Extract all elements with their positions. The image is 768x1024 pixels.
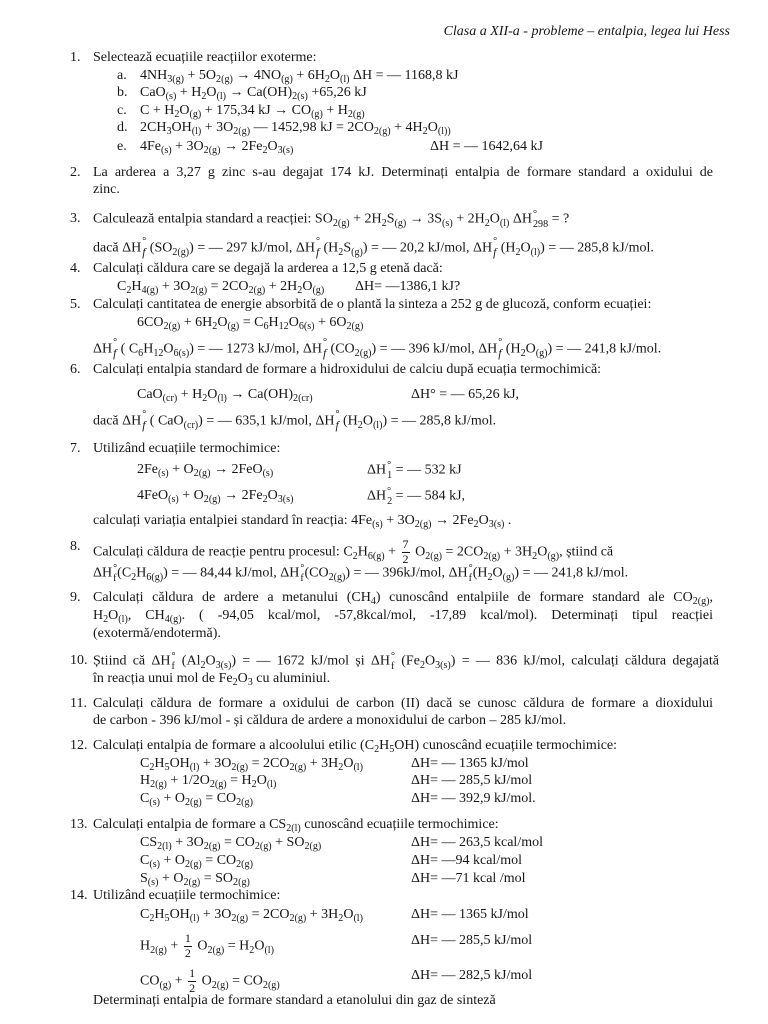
superscript: ° [493,236,498,247]
fraction [184,932,192,961]
superscript: ° [387,486,392,497]
problem-1-statement: Selectează ecuațiile reacțiilor exoterme: [93,50,317,65]
subscript: 6(g) [146,571,164,583]
option-e-enthalpy: ΔH = — 1642,64 kJ [430,139,543,154]
subscript: (l) [499,217,510,229]
problem-9-line-1: Calculați căldura de ardere a metanului $(CH_4)$ cunoscând entalpiile de formare standard ale $CO_{2(g)}$, [93,590,713,608]
superscript: ° [335,409,340,420]
problem-12-equation-3: $C_{(s)} + O_{2(g)} = CO_{2(g)}$ [140,791,253,809]
subscript: (g) [502,571,515,583]
subscript: 2(g) [231,913,249,925]
problem-14-equation-3: $CO_{(g)}$ + $\frac{1}{2}$ $O_{2(g)} = CO_{2(g)}$ [140,966,280,995]
problem-5-number: 5. [70,297,81,312]
subscript: f [493,246,497,260]
problem-12-enthalpy-3: ΔH= — 392,9 kJ/mol. [411,791,536,806]
subscript: 2(g) [207,944,225,956]
problem-13-equation-1: $CS_{2(l)} + 3O_{2(g)} = CO_{2(g)} + SO_{2(g)}$ [140,835,322,853]
problem-12-equation-2: $H_{2(g)} + 1/2O_{2(g)} = H_2O_{(l)}$ [140,773,277,791]
subscript: 2(g) [183,877,201,889]
subscript: 2(g) [328,571,346,583]
subscript: 2(g) [185,797,202,809]
problem-3-line-1: Calculează entalpia standard a reacției: $SO_{2(g)} + 2H_2S_{(g)} \to 3S_{(s)} + 2H_2O_{(l)}$ ΔH ° 298 = ? [93,209,570,231]
subscript: (s) [149,797,160,809]
fraction-denominator: 2 [189,980,196,995]
subscript: 2 [202,393,208,405]
superscript: ° [171,651,176,662]
subscript: 2(g) [163,321,181,333]
problem-7-equation-1: $2Fe_{(s)} + O_{2(g)} \to 2FeO_{(s)}$ [137,462,274,480]
problem-2-line-2: zinc. [93,182,120,197]
subscript: 4(g) [141,285,159,297]
problem-13-equation-2: $C_{(s)} + O_{2(g)} = CO_{2(g)}$ [140,853,253,871]
subscript: 2(l) [157,841,172,853]
option-e-equation: $4Fe_{(s)} + 3O_{2(g)} \to 2Fe_2O_{3(s)}$ [140,139,294,157]
subscript: 3(s) [277,145,294,157]
subscript: (g) [281,74,293,86]
subscript: f [315,246,320,260]
problem-2-line-1: La arderea a 3,27 g zinc s-au degajat 174 kJ. Determinați entalpia de formare standard a oxidului de [93,165,713,180]
subscript: 3(g) [167,74,185,86]
subscript: 2(g) [346,321,364,333]
problem-14-equation-2: $H_{2(g)}$ + $\frac{1}{2}$ $O_{2(g)} = H_2O_{(l)}$ [140,931,274,960]
superscript: ° [300,563,305,574]
subscript: 298 [533,219,549,231]
subscript: 5 [164,762,170,774]
subscript: (l) [266,779,277,791]
subscript: 2 [262,145,268,157]
superscript: ° [113,337,118,348]
subscript: 12 [153,347,164,359]
option-d-label: d. [117,120,128,135]
problem-9-line-2: $H_2O_{(l)}$, $CH_{4(g)}$. ( -94,05 kcal/mol, -57,8kcal/mol, -17,89 kcal/mol). Determinați tipul reacției [93,608,713,626]
subscript: (l) [353,762,363,774]
subscript: 2(g) [203,841,221,853]
subscript: (l) [340,74,350,86]
option-a-equation: $4NH_{3(g)} + 5O_{2(g)} \to 4NO_{(g)} + 6H_2O_{(l)}$ ΔH = — 1168,8 kJ [140,68,459,86]
problem-13-statement: Calculați entalpia de formare a $CS_{2(l)}$ cunoscând ecuațiile termochimice: [93,817,499,835]
problem-10-line-2: în reacția unui mol de $Fe_2O_3$ cu aluminiul. [93,671,331,689]
problem-14-statement: Utilizând ecuațiile termochimice: [93,888,281,903]
subscript: 2(g) [233,877,250,889]
subscript: 2 [422,126,428,138]
subscript: 5 [164,913,170,925]
subscript: 4(g) [164,614,182,626]
problem-5-data: ΔH ° f ( $C_6H_{12}O_{6(s)}$) = — 1273 kJ/mol, ΔH ° f $(CO_{2(g)})$ = — 396 kJ/mol, ΔH ° f $(H_2O_{(g)})$ = — 241,8 kJ/mol. [93,337,662,361]
fraction-numerator: 7 [402,537,409,551]
page-header: Clasa a XII-a - probleme – entalpia, legea lui Hess [443,24,730,39]
problem-5-equation: $6CO_{2(g)} + 6H_2O_{(g)} = C_6H_{12}O_{6(s)} + 6O_{2(g)}$ [137,315,364,333]
subscript: 5 [389,744,395,756]
subscript: 6(s) [173,347,190,359]
subscript: 2 [515,246,521,258]
subscript: (l) [118,614,128,626]
problem-8-line-2: ΔH ° f $(C_2H_{6(g)})$ = — 84,44 kJ/mol, ΔH ° f $(CO_{2(g)})$ = — 396kJ/mol, ΔH ° f $(H_2O_{(g)})$ = — 241,8 kJ/mol. [93,563,629,585]
problem-7-enthalpy-2: ΔH ° 2 = — 584 kJ, [367,486,466,508]
subscript: 2(g) [254,841,272,853]
subscript: 2 [251,779,257,791]
problem-3-number: 3. [70,211,81,226]
subscript: 2 [520,347,526,359]
problem-14-enthalpy-1: ΔH= — 1365 kJ/mol [411,907,529,922]
subscript: f [171,661,175,673]
stacked-index [335,410,339,432]
subscript: 2 [338,762,344,774]
stacked-index [493,237,497,259]
superscript: ° [113,563,118,574]
problem-7-equation-2: $4FeO_{(s)} + O_{2(g)} \to 2Fe_2O_{3(s)}$ [137,488,294,506]
subscript: 2 [473,519,479,531]
subscript: (l) [191,126,202,138]
subscript: 2 [381,217,387,229]
option-e-label: e. [117,139,127,154]
problem-7-enthalpy-1: ΔH ° 1 = — 532 kJ [367,460,462,482]
superscript: ° [498,337,503,348]
subscript: 2(g) [262,979,280,991]
subscript: (cr) [162,393,178,405]
subscript: (s) [147,877,159,889]
subscript: (s) [158,468,169,480]
problem-11-line-1: Calculați căldura de formare a oxidului de carbon (II) dacă se cunosc căldura de formare a dioxidului [93,696,713,711]
subscript: 2(g) [248,285,266,297]
problem-13-enthalpy-3: ΔH= —71 kcal /mol [411,871,526,886]
stacked-index [323,338,327,360]
subscript: 2(g) [233,126,251,138]
subscript: 2 [487,571,493,583]
superscript: ° [390,651,396,662]
subscript: (g) [159,979,172,991]
subscript: 2 [262,494,268,506]
subscript: (s) [165,91,177,103]
stacked-index [142,410,146,432]
problem-13-equation-3: $S_{(s)} + O_{2(g)} = SO_{2(g)}$ [140,871,250,889]
subscript: (g) [351,246,363,258]
subscript: 3(s) [277,494,294,506]
problem-11-number: 11. [70,696,87,711]
option-b-equation: $CaO_{(s)} + H_2O_{(l)} \to Ca(OH)_{2(s)} +65,26$ kJ [140,85,367,103]
problem-12-enthalpy-2: ΔH= — 285,5 kJ/mol [411,773,533,788]
subscript: (g) [189,109,202,121]
subscript: 2 [338,246,344,258]
subscript: (g) [394,217,407,229]
problem-4-enthalpy: ΔH= —1386,1 kJ? [355,279,461,294]
subscript: 2(cr) [293,393,313,405]
subscript: 2(g) [211,979,229,991]
subscript: (s) [161,145,172,157]
subscript: f [142,246,146,260]
problem-14-number: 14. [70,888,88,903]
subscript: 2(g) [332,217,350,229]
problem-12-enthalpy-1: ΔH= — 1365 kJ/mol [411,756,529,771]
subscript: (s) [168,494,179,506]
subscript: 2 [374,744,380,756]
subscript: 2 [126,285,132,297]
subscript: 2 [249,944,255,956]
subscript: 2(g) [289,913,307,925]
stacked-index [387,487,392,507]
problem-11-line-2: de carbon - 396 kJ/mol - și căldura de ardere a monoxidului de carbon – 285 kJ/mol. [93,713,567,728]
problem-1-number: 1. [70,50,81,65]
subscript: 3(s) [215,659,232,671]
subscript: f [323,347,327,361]
subscript: 6(g) [367,550,385,562]
subscript: (l) [189,762,200,774]
subscript: 2(g) [289,762,307,774]
subscript: f [390,661,395,673]
subscript: (l)) [437,126,451,138]
problem-12-number: 12. [70,738,88,753]
subscript: 2(g) [425,550,442,562]
subscript: 2(g) [483,550,501,562]
subscript: (s) [372,519,383,531]
subscript: 2(g) [373,126,391,138]
stacked-index [142,237,146,259]
subscript: 1 [387,470,393,482]
problem-14-question: Determinați entalpia de formare standard a etanolului din gaz de sinteză [93,993,496,1008]
subscript: 2 [174,109,180,121]
subscript: 2 [103,614,109,626]
subscript: 2(g) [203,145,221,157]
superscript: ° [387,460,392,471]
subscript: (g) [312,285,325,297]
problem-10-line-1: Știind că ΔH ° f $(Al_2O_{3(s)})$ = — 1672 kJ/mol și ΔH ° f $(Fe_2O_{3(s)})$ = — 836 kJ/mol, calculați căldura degajată [93,651,719,673]
subscript: 6 [138,347,144,359]
problem-7-question: calculați variația entalpiei standard în reacția: $4Fe_{(s)} + 3O_{2(g)} \to 2Fe_2O_{3(s)}$ . [93,513,512,531]
subscript: 2 [201,91,207,103]
option-a-label: a. [117,68,127,83]
subscript: (g) [547,550,560,562]
subscript: 2 [200,659,206,671]
subscript: 2 [149,913,155,925]
fraction-denominator: 2 [184,945,191,960]
problem-12-equation-1: $C_2H_5OH_{(l)} + 3O_{2(g)} = 2CO_{2(g)} + 3H_2O_{(l)}$ [140,756,363,774]
subscript: 2 [297,285,303,297]
problem-6-equation: $CaO_{(cr)} + H_2O_{(l)} \to Ca(OH)_{2(cr)}$ [137,387,313,405]
fraction-numerator: 1 [184,931,191,945]
subscript: 2(g) [414,519,432,531]
subscript: (l) [353,913,363,925]
problem-6-enthalpy: ΔH° = — 65,26 kJ, [411,387,520,402]
subscript: f [142,419,146,433]
problem-5-statement: Calculați cantitatea de energie absorbită de o plantă la sinteza a 252 g de glucoză, conform ecuației: [93,297,652,312]
problem-13-enthalpy-2: ΔH= —94 kcal/mol [411,853,522,868]
subscript: 2 [357,419,363,431]
subscript: 2(g) [354,347,372,359]
subscript: 2(s) [292,91,308,103]
problem-13-enthalpy-1: ΔH= — 263,5 kcal/mol [411,835,543,850]
superscript: ° [142,409,147,420]
problem-3-line-2: dacă ΔH ° f $(SO_{2(g)})$ = — 297 kJ/mol, ΔH ° f $(H_2S_{(g)})$ = — 20,2 kJ/mol, ΔH ° f $(H_2O_{(l)})$ = — 285,8 kJ/mol. [93,236,654,260]
problem-9-line-3: (exotermă/endotermă). [93,626,221,641]
subscript: (l) [264,944,274,956]
subscript: 2(g) [190,285,208,297]
subscript: f [113,573,117,585]
problem-8-line-1: Calculați căldura de reacție pentru procesul: $C_2H_{6(g)}$ + $\frac{7}{2}$ $O_{2(g)} = 2CO_{2(g)} + 3H_2O_{(g)}$, știind că [93,537,614,566]
subscript: 2 [131,571,137,583]
subscript: 2 [352,550,358,562]
subscript: 4 [370,596,376,608]
subscript: 2(g) [209,779,227,791]
subscript: 2(g) [304,841,322,853]
subscript: (s) [262,468,274,480]
subscript: 2(g) [236,859,253,871]
problem-6-statement: Calculați entalpia standard de formare a hidroxidului de calciu după ecuația termochimică: [93,362,602,377]
subscript: 2 [484,217,490,229]
subscript: 3(s) [435,659,451,671]
problem-6-number: 6. [70,362,81,377]
subscript: (l) [189,913,200,925]
subscript: 2(g) [216,74,233,86]
subscript: 12 [278,321,289,333]
option-d-equation: $2CH_3OH_{(l)} + 3O_{2(g)}$ — 1452,98 kJ = $2CO_{2(g)} + 4H_2O_{(l))}$ [140,120,451,138]
subscript: (g) [311,109,323,121]
subscript: 2(g) [150,944,167,956]
problem-4-number: 4. [70,261,81,276]
problem-13-number: 13. [70,817,88,832]
subscript: f [335,419,339,433]
subscript: 2(g) [236,797,253,809]
problem-14-enthalpy-3: ΔH= — 282,5 kJ/mol [411,968,533,983]
subscript: 2 [387,496,393,508]
subscript: (l) [530,246,541,258]
problem-7-number: 7. [70,441,81,456]
subscript: 2 [232,677,238,689]
subscript: 2 [419,659,425,671]
stacked-index [533,210,548,230]
superscript: ° [533,209,538,220]
subscript: 3 [166,126,172,138]
subscript: 2 [149,762,155,774]
problem-4-equation: $C_2H_{4(g)} + 3O_{2(g)} = 2CO_{2(g)} + 2H_2O_{(g)}$ [117,279,325,297]
stacked-index [469,564,473,584]
stacked-index [316,237,320,259]
subscript: 6(s) [298,321,315,333]
fraction-denominator: 2 [402,551,409,566]
problem-9-number: 9. [70,590,81,605]
problem-2-number: 2. [70,165,81,180]
subscript: 3 [247,677,253,689]
fraction-numerator: 1 [189,966,196,980]
subscript: (l) [372,419,383,431]
subscript: (s) [149,859,160,871]
problem-10-number: 10. [70,653,88,668]
subscript: f [113,347,117,361]
subscript: 2 [212,321,218,333]
subscript: (l) [216,91,227,103]
fraction [402,538,410,567]
problem-7-statement: Utilizând ecuațiile termochimice: [93,441,281,456]
subscript: 2(g) [231,762,249,774]
subscript: f [498,347,502,361]
superscript: ° [468,563,473,574]
subscript: 2(g) [193,468,211,480]
subscript: (g) [227,321,240,333]
problem-8-number: 8. [70,539,81,554]
stacked-index [113,564,117,584]
stacked-index [387,461,392,481]
subscript: 2(g) [347,109,365,121]
option-c-equation: $C + H_2O_{(g)} + 175,34$ kJ → $CO_{(g)} + H_{2(g)}$ [140,103,365,121]
option-b-label: b. [117,85,128,100]
superscript: ° [323,337,328,348]
subscript: 6 [263,321,269,333]
subscript: 2(l) [286,823,301,835]
subscript: 2 [532,550,538,562]
subscript: f [300,573,304,585]
stacked-index [391,652,395,672]
subscript: 2(g) [172,246,190,258]
problem-4-statement: Calculați căldura care se degajă la arderea a 12,5 g etenă dacă: [93,261,443,276]
subscript: (cr) [183,419,199,431]
subscript: 2(g) [203,494,221,506]
stacked-index [113,338,117,360]
subscript: 2(g) [185,859,202,871]
problem-14-equation-1: $C_2H_5OH_{(l)} + 3O_{2(g)} = 2CO_{2(g)} + 3H_2O_{(l)}$ [140,907,363,925]
subscript: f [468,573,473,585]
subscript: 3(s) [488,519,505,531]
problem-12-statement: Calculați entalpia de formare a alcoolului etilic $(C_2H_5OH)$ cunoscând ecuațiile termochimice: [93,738,618,756]
subscript: (g) [535,347,548,359]
subscript: (s) [442,217,453,229]
problem-6-data: dacă ΔH ° f ( CaO$_{(cr)}$) = — 635,1 kJ/mol, ΔH ° f $(H_2O_{(l)})$ = — 285,8 kJ/mol. [93,409,497,433]
subscript: 2 [324,74,330,86]
subscript: 2(g) [692,596,710,608]
subscript: (l) [217,393,227,405]
stacked-index [300,564,304,584]
superscript: ° [142,236,147,247]
subscript: 2 [338,913,344,925]
problem-14-enthalpy-2: ΔH= — 285,5 kJ/mol [411,933,533,948]
stacked-index [498,338,502,360]
superscript: ° [315,236,320,247]
subscript: 2(g) [150,779,167,791]
option-c-label: c. [117,103,127,118]
